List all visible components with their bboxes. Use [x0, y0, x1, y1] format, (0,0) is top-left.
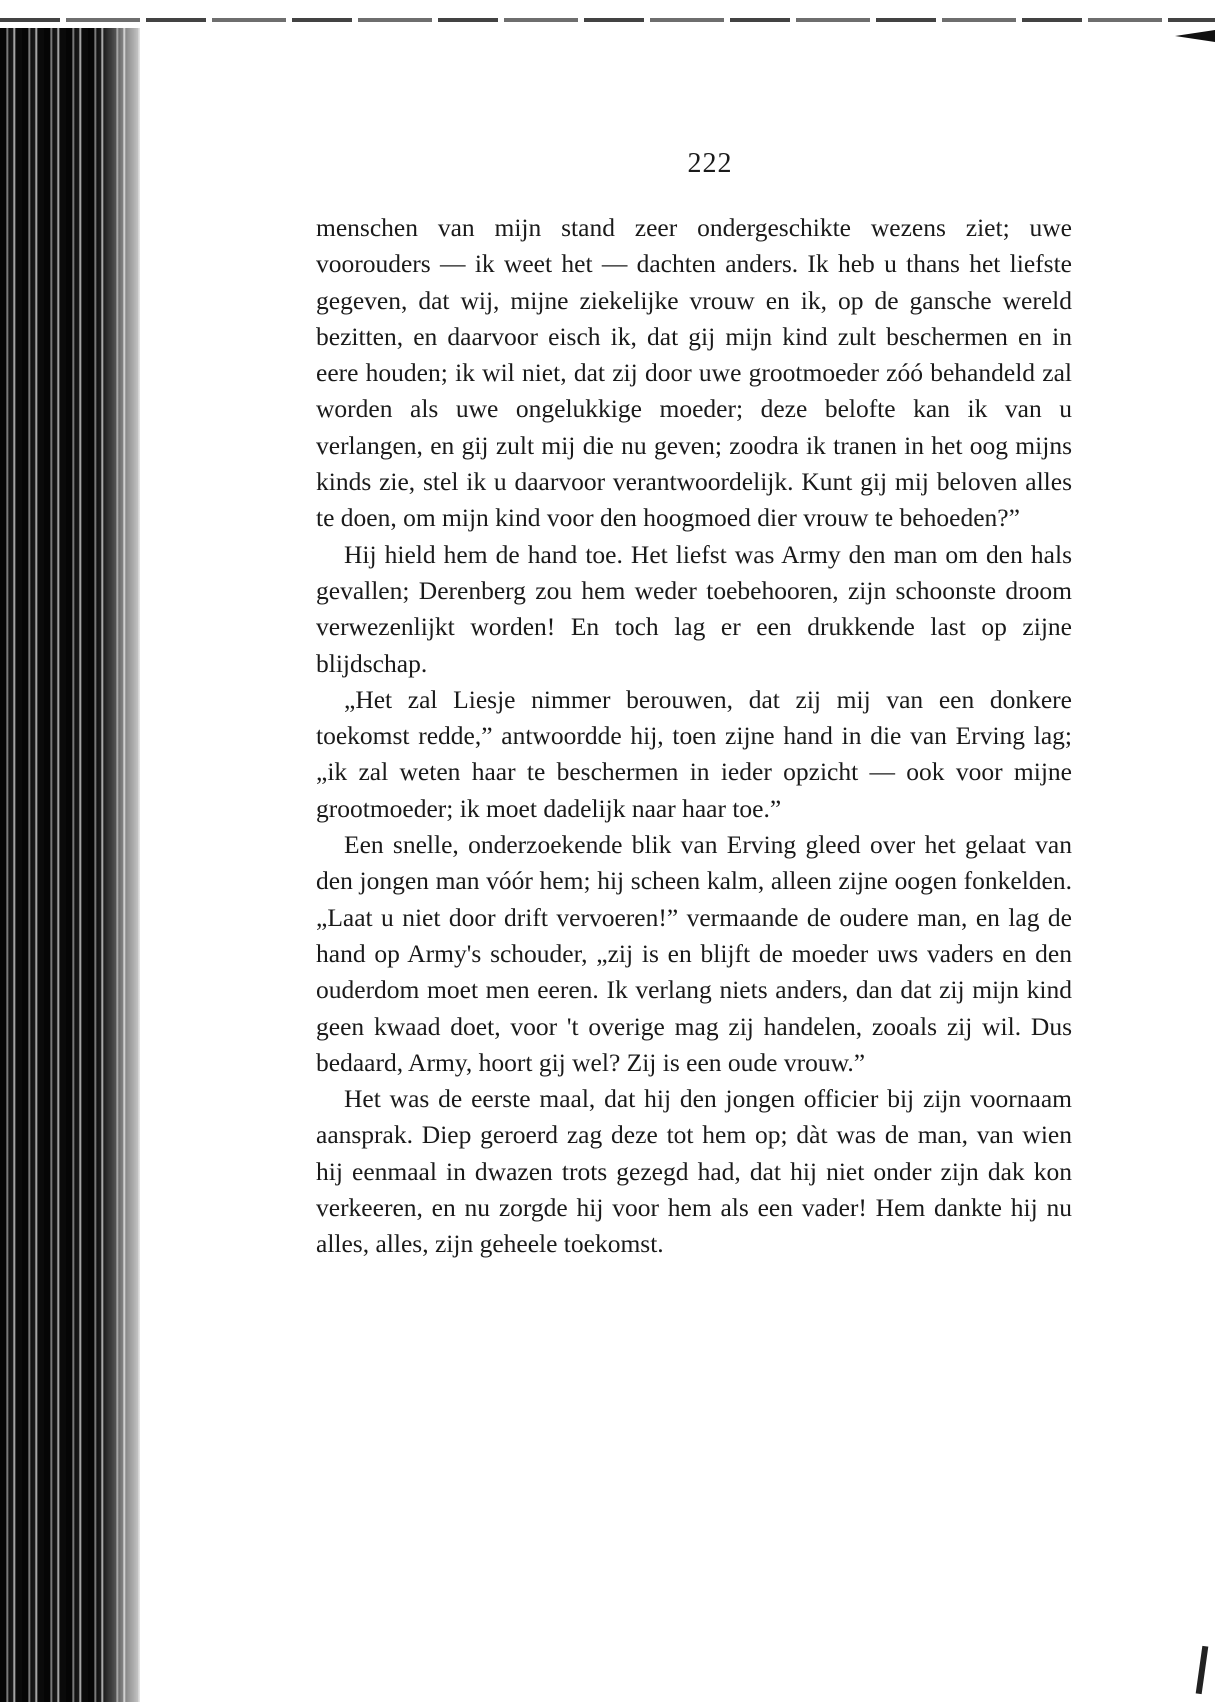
book-spine-shadow [100, 28, 150, 1702]
paragraph-1: menschen van mijn stand zeer ondergeschikte wezens ziet; uwe voorouders — ik weet het — dachten anders. Ik heb u thans het liefste gegeven, dat wij, mijne ziekelijke vrouw en ik, op de gansche wereld bezitten, en daarvoor eisch ik, dat gij mijn kind zult beschermen en in eere houden; ik wil niet, dat zij door uwe grootmoeder zóó behandeld zal worden als uwe ongelukkige moeder; deze belofte kan ik van u verlangen, en gij zult mij die nu geven; zoodra ik tranen in het oog mijns kinds zie, stel ik u daarvoor verantwoordelijk. Kunt gij mij beloven alles te doen, om mijn kind voor den hoogmoed dier vrouw te behoeden?” [316, 213, 1072, 533]
page-number: 222 [687, 148, 733, 179]
paragraph-4: Een snelle, onderzoekende blik van Erving gleed over het gelaat van den jongen man vóór hem; hij scheen kalm, alleen zijne oogen fonkelden. „Laat u niet door drift vervoeren!” vermaande de oudere man, en lag de hand op Army's schouder, „zij is en blijft de moeder uws vaders en den ouderdom moet men eeren. Ik verlang niets anders, dan dat zij mijn kind geen kwaad doet, voor 't overige mag zij handelen, zooals zij wil. Dus bedaard, Army, hoort gij wel? Zij is een oude vrouw.” [316, 830, 1072, 1077]
paragraph-2: Hij hield hem de hand toe. Het liefst was Army den man om den hals gevallen; Derenberg zou hem weder toebehooren, zijn schoonste droom verwezenlijkt worden! En toch lag er een drukkende last op zijne blijdschap. [316, 539, 1072, 678]
paragraph-3: „Het zal Liesje nimmer berouwen, dat zij mij van een donkere toekomst redde,” antwoordde hij, toen zijne hand in die van Erving lag; „ik zal weten haar te beschermen in ieder opzicht — ook voor mijne grootmoeder; ik moet dadelijk naar haar toe.” [316, 684, 1072, 823]
body-text [316, 210, 1072, 1263]
top-right-edge-mark [1175, 30, 1215, 42]
bottom-right-edge-mark [1196, 1646, 1209, 1694]
top-edge-rule [0, 18, 1215, 22]
paragraph-5: Het was de eerste maal, dat hij den jongen officier bij zijn voornaam aansprak. Diep geroerd zag deze tot hem op; dàt was de man, van wien hij eenmaal in dwazen trots gezegd had, dat hij niet onder zijn dak kon verkeeren, en nu zorgde hij voor hem als een vader! Hem dankte hij nu alles, alles, zijn geheele toekomst. [316, 1084, 1072, 1259]
